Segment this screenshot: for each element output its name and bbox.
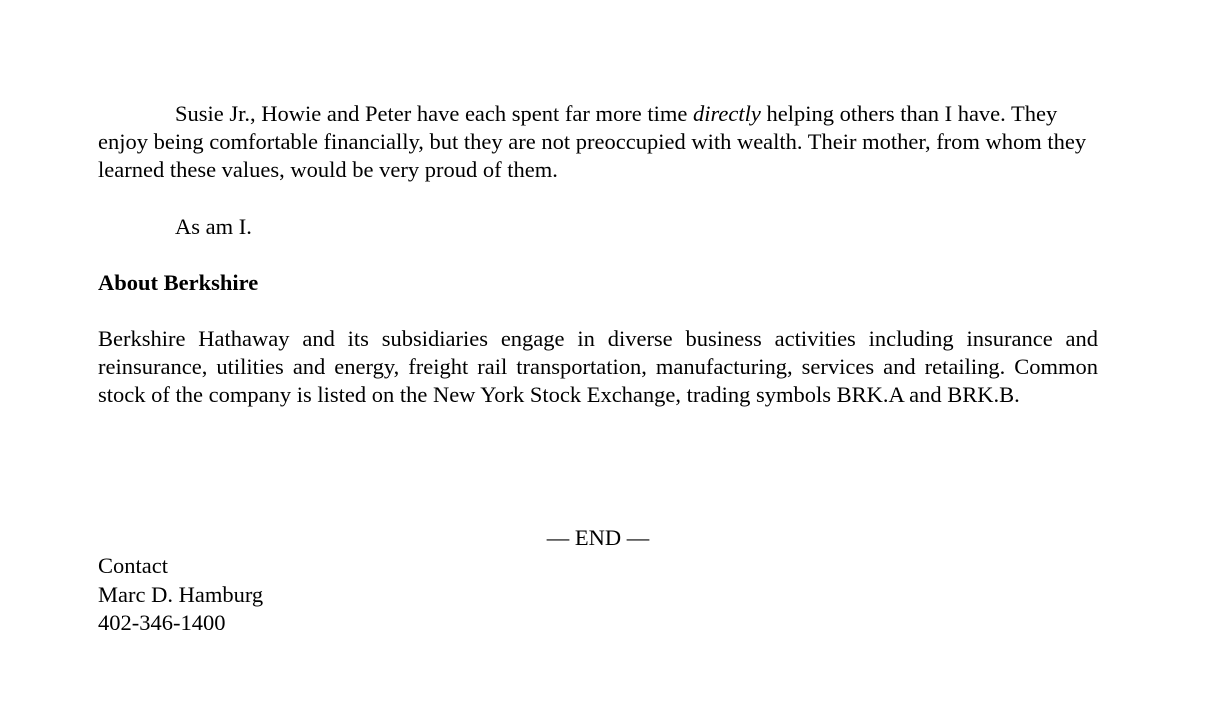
end-marker: — END — (546, 525, 650, 550)
document-page (98, 100, 1098, 635)
contact-block (98, 552, 263, 638)
emphasis-directly: directly (692, 101, 761, 126)
paragraph-family-text-end: helping others than I have. They enjoy being comfortable financially, but they are not preoccupied with wealth. Their mother, from whom they learned these values, would be very proud of them. (98, 101, 1087, 182)
contact-name: Marc D. Hamburg (98, 581, 264, 607)
contact-phone: 402-346-1400 (98, 610, 226, 635)
paragraph-as-am-i: As am I. (175, 214, 252, 239)
paragraph-family (98, 100, 1098, 184)
paragraph-family-text-start: Susie Jr., Howie and Peter have each spent far more time (175, 101, 693, 126)
section-heading-about-berkshire: About Berkshire (98, 270, 259, 295)
contact-label: Contact (98, 553, 168, 578)
paragraph-about-berkshire: Berkshire Hathaway and its subsidiaries engage in diverse business activities including insurance and reinsurance, utilities and energy, freight rail transportation, manufacturing, services and retailing. Common stock of the company is listed on the New York Stock Exchange, trading symbols BRK.A and BRK.B. (98, 326, 1098, 407)
